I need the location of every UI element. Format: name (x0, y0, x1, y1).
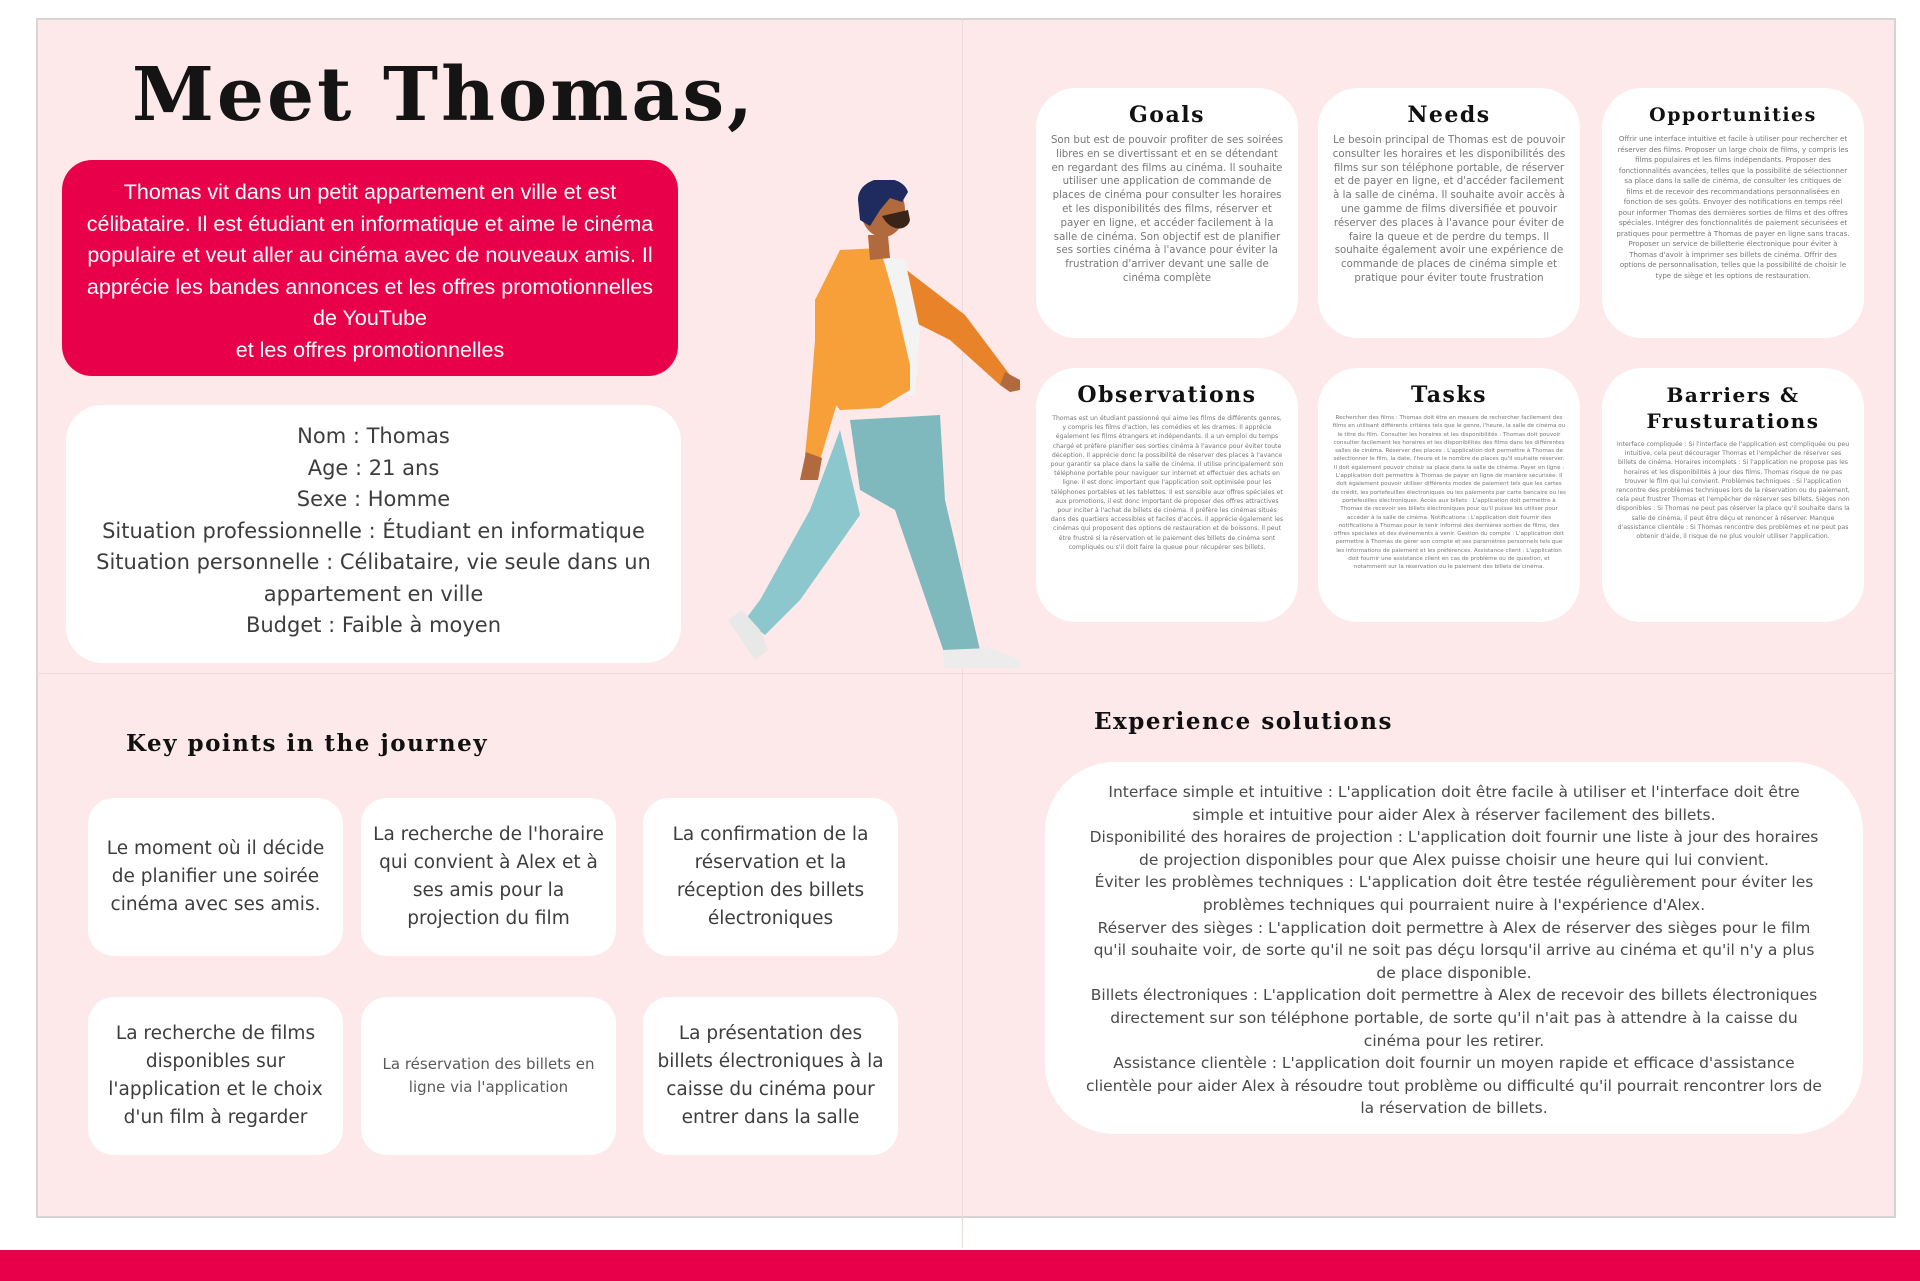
barriers-text: Interface compliquée : Si l'interface de l'application est compliquée ou peu intuitive, cela peut décourager Thomas et l'empêcher de réserver ses billets de cinéma. Horaires incomplets : Si l'application ne propose pas les horaires et les disponibilités à jour des films, Thomas risque de ne pas trouver le film qui lui convient. Problèmes techniques : Si l'application rencontre des problèmes techniques lors de la réservation ou du paiement, cela peut frustrer Thomas et l'empêcher de réserver ses billets. Sièges non disponibles : Si Thomas ne peut pas réserver la place qu'il souhaite dans la salle de cinéma, il peut être déçu et renoncer à réserver. Manque d'assistance clientèle : Si Thomas rencontre des problèmes et ne peut pas obtenir d'aide, il risque de ne plus vouloir utiliser l'application. (1616, 441, 1850, 541)
needs-text: Le besoin principal de Thomas est de pouvoir consulter les horaires et les disponibilités des films sur son téléphone portable, de réserver et de payer en ligne, et d'accéder facilement à la salle de cinéma. Il souhaite avoir accès à une gamme de films diversifiée et pouvoir réserver des places à l'avance pour éviter de faire la queue et de perdre du temps. Il souhaite également avoir une expérience de commande de places de cinéma simple et pratique pour éviter toute frustration (1332, 135, 1566, 284)
observations-text: Thomas est un étudiant passionné qui aime les films de différents genres, y compris les films d'action, les comédies et les drames. Il apprécie également les films étrangers et indépendants. Il a un emploi du temps chargé et préfère planifier ses sorties cinéma à l'avance pour éviter toute déception. Il apprécie donc la possibilité de réserver des places à l'avance pour garantir sa place dans la salle de cinéma. Il utilise principalement son téléphone portable pour naviguer sur internet et effectuer des achats en ligne. Il est donc important que l'application soit optimisée pour les téléphones portables et les tablettes. Il est sensible aux offres spéciales et aux promotions, il est donc important de proposer des offres attractives pour inciter à l'achat de billets de cinéma. Il préfère les cinémas situés dans des quartiers accessibles et faciles d'accès. Il apprécie également les cinémas qui proposent des options de restauration et de boissons. Il peut être frustré si la réservation et le paiement des billets de cinéma sont compliqués ou s'il doit faire la queue pour récupérer ses billets. (1050, 415, 1284, 551)
key-point-card (88, 997, 343, 1155)
profile-budget: Budget : Faible à moyen (245, 613, 502, 637)
opportunities-card (1602, 88, 1864, 338)
profile-name: Nom : Thomas (297, 424, 450, 448)
experience-item: Disponibilité des horaires de projection : L'application doit fournir une liste à jour des horaires de projection disponibles pour que Alex puisse choisir une heure qui lui convient. (1089, 828, 1819, 869)
key-point-card (643, 798, 898, 956)
profile-card (66, 405, 681, 663)
tasks-text: Rechercher des films : Thomas doit être en mesure de rechercher facilement des films en utilisant différents critères tels que le genre, l'heure, la salle de cinéma ou le titre du film. Consulter les horaires et les disponibilités : Thomas doit pouvoir consulter facilement les horaires et les disponibilités des films dans les différentes salles de cinéma. Réserver des places : L'application doit permettre à Thomas de sélectionner le film, la date, l'heure et le nombre de places qu'il souhaite réserver. Il doit également pouvoir choisir sa place dans la salle de cinéma. Payer en ligne : L'application doit permettre à Thomas de payer en ligne de manière sécurisée. Il doit également pouvoir utiliser différents modes de paiement tels que les cartes de crédit, les portefeuilles électroniques ou les paiements par carte bancaire ou les portefeuilles électroniques. Accès aux billets : L'application doit permettre à Thomas de recevoir ses billets électroniques pour qu'il puisse les utiliser pour accéder à la salle de cinéma. Notifications : L'application doit fournir des notifications à Thomas pour le tenir informé des dernières sorties de films, des offres spéciales et des événements à venir. Gestion du compte : L'application doit permettre à Thomas de gérer son compte et ses paramètres personnels tels que les informations de paiement et les préférences. Assistance client : L'application doit fournir une assistance client en cas de problème ou de question, et notamment sur la réservation ou le paiement des billets de cinéma. (1332, 415, 1566, 571)
key-point-text: La présentation des billets électroniques à la caisse du cinéma pour entrer dans la salle (657, 1023, 884, 1128)
profile-job: Situation professionnelle : Étudiant en informatique (102, 518, 645, 543)
key-point-text: Le moment où il décide de planifier une soirée cinéma avec ses amis. (106, 838, 325, 915)
profile-sex: Sexe : Homme (296, 487, 451, 511)
observations-card (1036, 368, 1298, 622)
key-point-card (361, 798, 616, 956)
key-point-card (88, 798, 343, 956)
experience-title: Experience solutions (1094, 708, 1393, 735)
barriers-card (1602, 368, 1864, 622)
profile-personal: Situation personnelle : Célibataire, vie seule dans un appartement en ville (96, 550, 651, 606)
key-point-text: La recherche de films disponibles sur l'application et le choix d'un film à regarder (108, 1023, 323, 1128)
experience-item: Assistance clientèle : L'application doit fournir un moyen rapide et efficace d'assistance clientèle pour aider Alex à résoudre tout problème ou difficulté qu'il pourrait rencontrer lors de la réservation de billets. (1086, 1054, 1822, 1118)
profile-age: Age : 21 ans (307, 455, 440, 480)
key-points-title: Key points in the journey (126, 730, 489, 757)
opportunities-title: Opportunities (1649, 104, 1817, 126)
key-point-text: La confirmation de la réservation et la réception des billets électroniques (672, 824, 869, 929)
experience-item: Éviter les problèmes techniques : L'application doit être testée régulièrement pour éviter les problèmes techniques qui pourraient nuire à l'expérience d'Alex. (1094, 873, 1814, 914)
key-point-card (643, 997, 898, 1155)
tasks-card (1318, 368, 1580, 622)
goals-title: Goals (1129, 102, 1205, 128)
goals-card (1036, 88, 1298, 338)
needs-title: Needs (1407, 102, 1491, 128)
tasks-title: Tasks (1410, 382, 1488, 408)
experience-item: Billets électroniques : L'application doit permettre à Alex de recevoir des billets électroniques directement sur son téléphone portable, de sorte qu'il n'ait pas à attendre à la caisse du cinéma pour les retirer. (1090, 986, 1818, 1050)
bio-box (62, 160, 678, 376)
key-point-card (361, 997, 616, 1155)
bottom-accent-bar (0, 1250, 1920, 1281)
goals-text: Son but est de pouvoir profiter de ses soirées libres en se divertissant et en se détendant en regardant des films au cinéma. Il souhaite utiliser une application de commande de places de cinéma pour consulter les horaires et les disponibilités des films, réserver et payer en ligne, et accéder facilement à la salle de cinéma. Son objectif est de planifier ses sorties cinéma à l'avance pour éviter la frustration d'arriver devant une salle de cinéma complète (1050, 135, 1284, 284)
needs-card (1318, 88, 1580, 338)
key-point-text: La recherche de l'horaire qui convient à Alex et à ses amis pour la projection du film (373, 824, 604, 929)
bio-text-end: et les offres promotionnelles (235, 337, 505, 362)
opportunities-text: Offrir une interface intuitive et facile à utiliser pour rechercher et réserver des films. Proposer un large choix de films, y compris les films populaires et les films indépendants. Proposer des fonctionnalités avancées, telles que la possibilité de sélectionner sa place dans la salle de cinéma, de consulter les critiques de films et de recevoir des recommandations personnalisées en fonction de ses goûts. Envoyer des notifications en temps réel pour informer Thomas des dernières sorties de films et des offres spéciales. Intégrer des fonctionnalités de paiement sécurisées et pratiques pour permettre à Thomas de payer en ligne sans tracas. Proposer un service de billetterie électronique pour éviter à Thomas d'avoir à imprimer ses billets de cinéma. Offrir des options de personnalisation, telles que la possibilité de choisir le type de siège et les options de restauration. (1616, 135, 1850, 280)
barriers-title: Barriers & Frusturations (1646, 383, 1820, 433)
experience-card (1045, 762, 1863, 1134)
walking-man-illustration (720, 180, 1030, 680)
experience-item: Réserver des sièges : L'application doit permettre à Alex de réserver des sièges pour le film qu'il souhaite voir, de sorte qu'il ne soit pas déçu lorsqu'il arrive au cinéma et qu'il n'y a plus de place disponible. (1093, 918, 1815, 982)
page-title: Meet Thomas, (132, 52, 756, 138)
observations-title: Observations (1077, 382, 1257, 408)
key-point-text: La réservation des billets en ligne via l'application (382, 1055, 595, 1096)
bio-text: Thomas vit dans un petit appartement en ville et est célibataire. Il est étudiant en informatique et aime le cinéma populaire et veut aller au cinéma avec de nouveaux amis. Il apprécie les bandes annonces et les offres promotionnelles de YouTube (86, 180, 654, 330)
experience-item: Interface simple et intuitive : L'application doit être facile à utiliser et l'interface doit être simple et intuitive pour aider Alex à réserver facilement des billets. (1108, 783, 1800, 824)
